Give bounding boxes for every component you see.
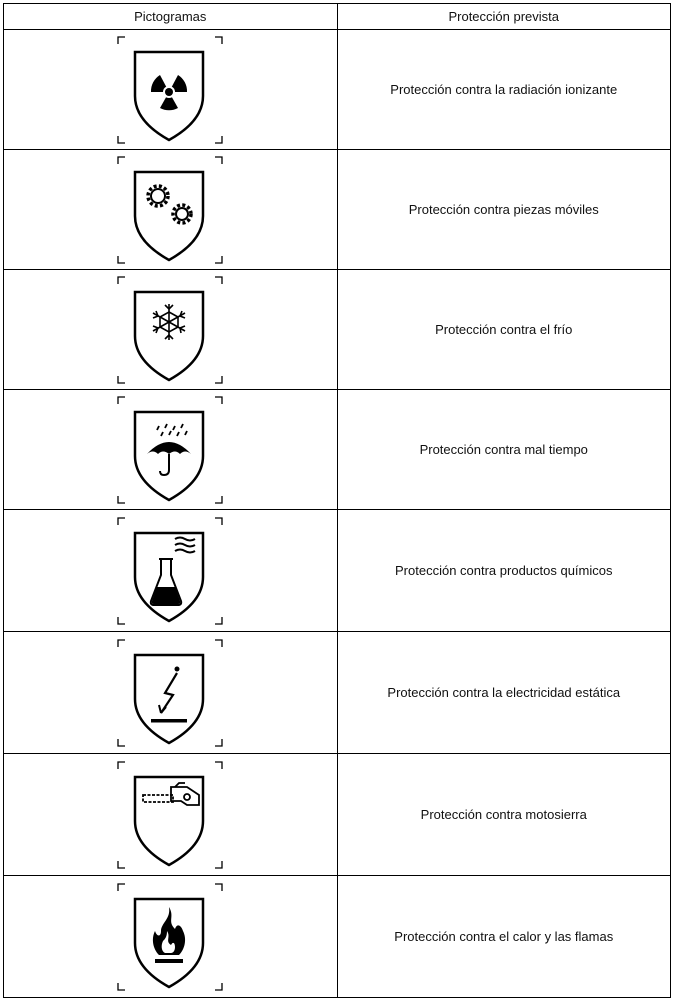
table-row: [4, 876, 671, 998]
description-cell: [337, 270, 671, 390]
pictogram-table: [3, 3, 671, 998]
protection-text: Protección contra piezas móviles: [408, 202, 599, 217]
protection-text: Protección contra mal tiempo: [419, 442, 588, 457]
description-cell: [337, 754, 671, 876]
protection-text: Protección contra la electricidad estática: [387, 685, 621, 700]
protection-header: Protección prevista: [337, 4, 671, 30]
table-row: [4, 510, 671, 632]
protection-text: Protección contra motosierra: [420, 807, 587, 822]
snowflake-shield-icon: [115, 274, 225, 386]
gears-shield-icon: [115, 154, 225, 266]
chainsaw-shield-icon: [115, 759, 225, 871]
header-row: [4, 4, 671, 30]
description-cell: [337, 632, 671, 754]
pictograms-header: Pictogramas: [4, 4, 338, 30]
description-cell: [337, 150, 671, 270]
protection-text: Protección contra la radiación ionizante: [390, 82, 618, 97]
description-cell: [337, 390, 671, 510]
pictogram-cell: [4, 270, 338, 390]
umbrella-rain-shield-icon: [115, 394, 225, 506]
protection-text: Protección contra productos químicos: [395, 563, 613, 578]
description-cell: [337, 30, 671, 150]
pictogram-cell: [4, 510, 338, 632]
protection-text: Protección contra el calor y las flamas: [394, 929, 614, 944]
pictogram-cell: [4, 390, 338, 510]
table-row: [4, 754, 671, 876]
chemical-flask-shield-icon: [115, 515, 225, 627]
flame-shield-icon: [115, 881, 225, 993]
table-row: [4, 632, 671, 754]
description-cell: [337, 876, 671, 998]
table-row: [4, 30, 671, 150]
table-row: [4, 270, 671, 390]
description-cell: [337, 510, 671, 632]
protection-text: Protección contra el frío: [435, 322, 573, 337]
table-row: [4, 150, 671, 270]
static-electricity-shield-icon: [115, 637, 225, 749]
table-row: [4, 390, 671, 510]
pictogram-cell: [4, 30, 338, 150]
pictogram-cell: [4, 876, 338, 998]
radiation-shield-icon: [115, 34, 225, 146]
pictogram-cell: [4, 150, 338, 270]
pictogram-cell: [4, 632, 338, 754]
pictogram-cell: [4, 754, 338, 876]
